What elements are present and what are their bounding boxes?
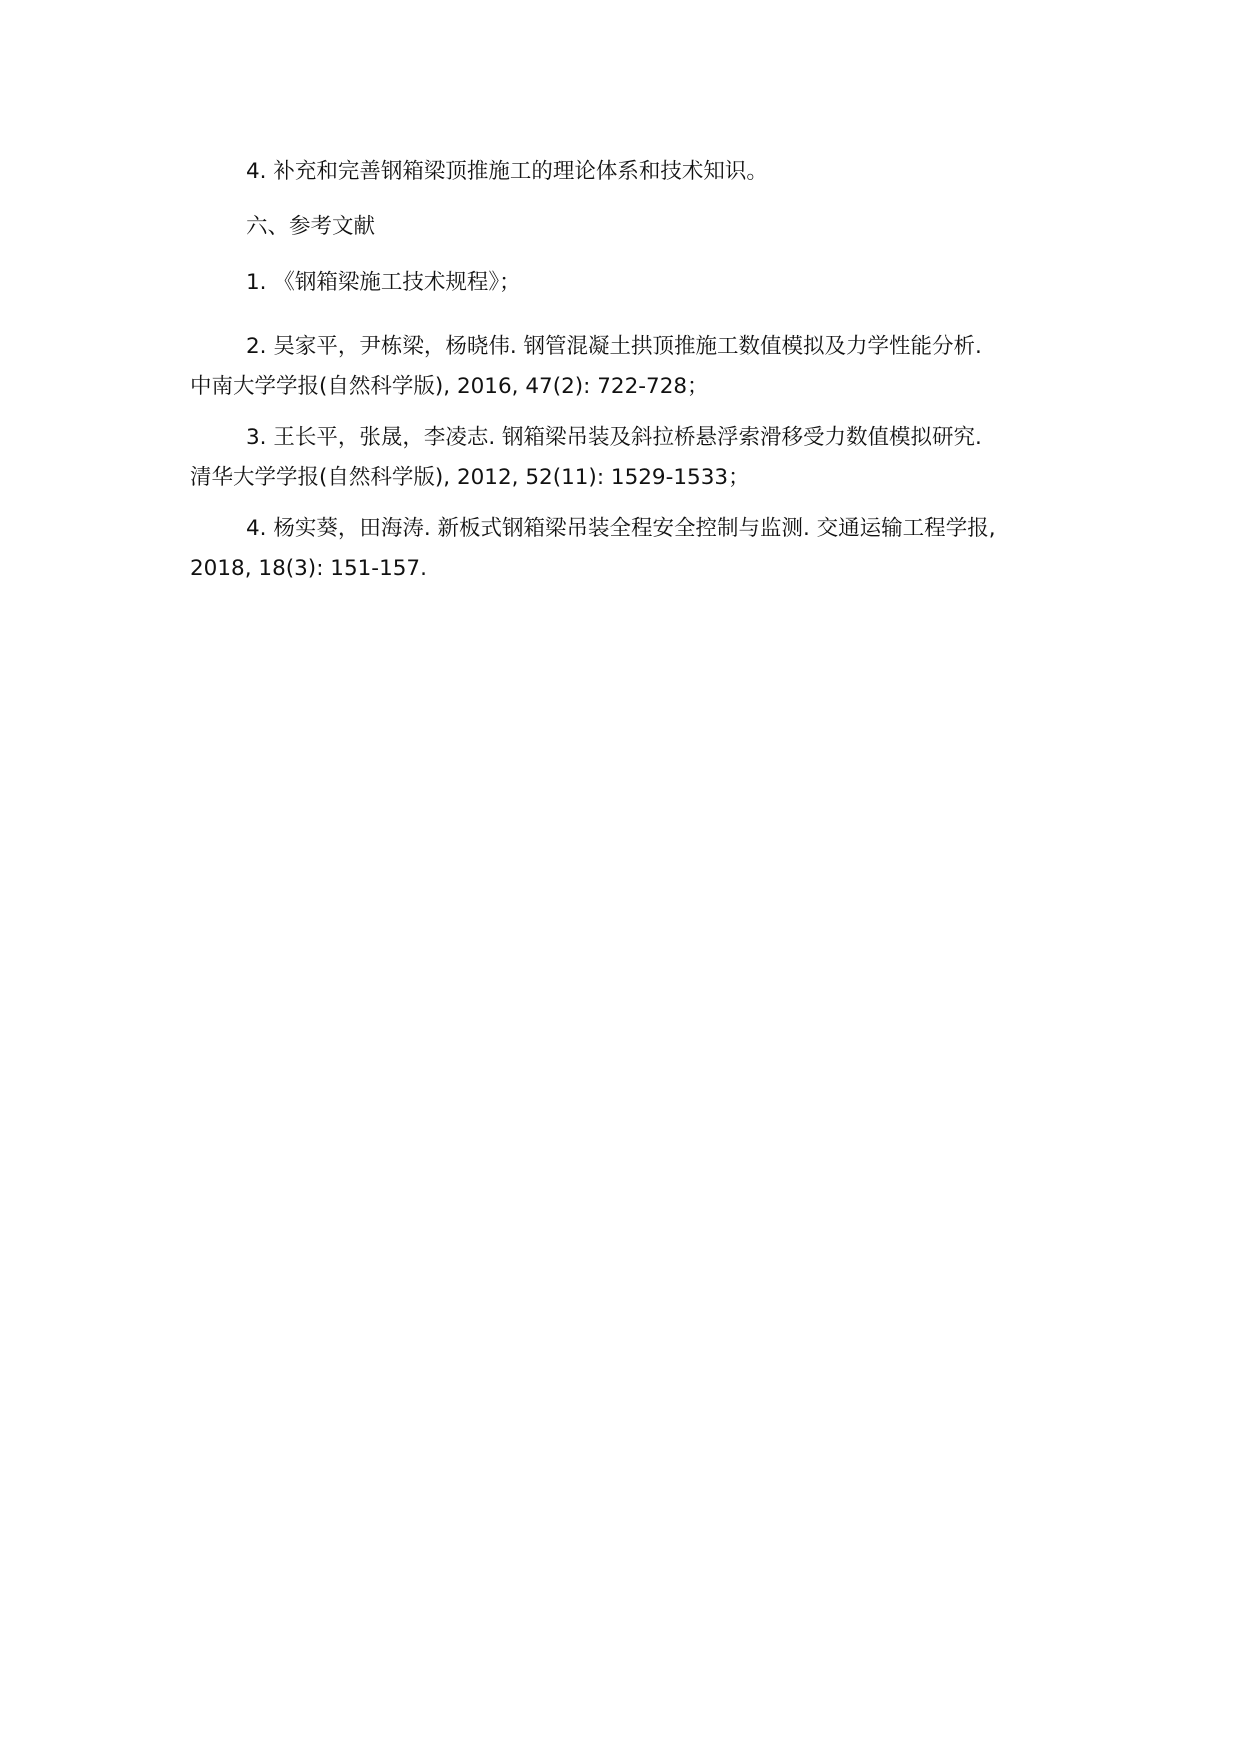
reference-item-4-line-2: 2018, 18(3): 151-157. — [190, 556, 427, 581]
reference-item-1: 1. 《钢箱梁施工技术规程》； — [246, 270, 521, 295]
reference-item-2-line-2: 中南大学学报(自然科学版), 2016, 47(2): 722-728； — [190, 374, 709, 399]
reference-item-2-line-1: 2. 吴家平，尹栋梁，杨晓伟. 钢管混凝土拱顶推施工数值模拟及力学性能分析. — [246, 334, 982, 359]
conclusion-item-4: 4. 补充和完善钢箱梁顶推施工的理论体系和技术知识。 — [246, 159, 768, 184]
references-heading: 六、参考文献 — [246, 214, 376, 239]
reference-item-3-line-2: 清华大学学报(自然科学版), 2012, 52(11): 1529-1533； — [190, 465, 750, 490]
reference-item-4-line-1: 4. 杨实葵，田海涛. 新板式钢箱梁吊装全程安全控制与监测. 交通运输工程学报, — [246, 516, 996, 541]
reference-item-3 — [190, 418, 1060, 498]
reference-item-2 — [190, 327, 1060, 407]
reference-item-3-line-1: 3. 王长平，张晟，李凌志. 钢箱梁吊装及斜拉桥悬浮索滑移受力数值模拟研究. — [246, 425, 982, 450]
reference-item-4 — [190, 509, 1060, 589]
